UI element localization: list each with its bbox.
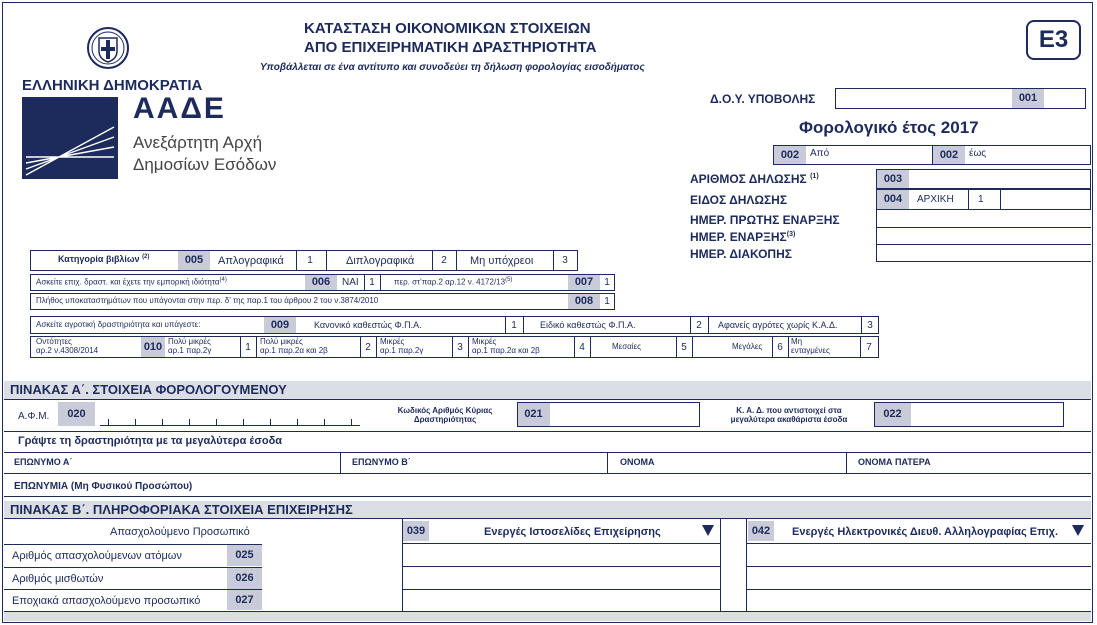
period-from-label: Από bbox=[810, 148, 830, 159]
decl-number-label: ΑΡΙΘΜΟΣ ΔΗΛΩΣΗΣ $^{(1)}$ bbox=[690, 172, 819, 186]
books-opt1: Απλογραφικά bbox=[218, 255, 284, 267]
row-006-label: Ασκείτε επιχ. δραστ. και έχετε την εμπορική ιδιότητα$^{(4)}$ bbox=[36, 277, 227, 287]
code-026: 026 bbox=[227, 568, 262, 589]
row-010-item6-l1: Μεγάλες bbox=[732, 342, 763, 351]
row-010-item7-l1: Μη bbox=[791, 337, 803, 346]
dropdown-arrow-icon[interactable] bbox=[1072, 525, 1084, 536]
row-010-item2-l2: αρ.1 παρ.2α και 2β bbox=[260, 346, 328, 355]
code-025: 025 bbox=[227, 545, 262, 566]
code-006: 006 bbox=[305, 275, 337, 290]
decl-type-label: ΕΙΔΟΣ ΔΗΛΩΣΗΣ bbox=[690, 193, 788, 207]
code-005: 005 bbox=[178, 251, 210, 270]
activity-label: Γράψτε τη δραστηριότητα με τα μεγαλύτερα έσοδα bbox=[18, 435, 283, 447]
code-002-from: 002 bbox=[774, 146, 806, 164]
row-010-item6-num[interactable]: 6 bbox=[777, 342, 783, 353]
row-006-yes: ΝΑΙ bbox=[342, 277, 359, 288]
doy-label: Δ.Ο.Υ. ΥΠΟΒΟΛΗΣ bbox=[710, 92, 816, 106]
staff-row-1-label: Αριθμός απασχολούμενων ατόμων bbox=[12, 550, 182, 562]
doy-field[interactable] bbox=[835, 88, 1086, 109]
row-006-ref: περ. στ'παρ.2 αρ.12 ν. 4172/13$^{(5)}$ bbox=[394, 277, 513, 287]
republic-label: ΕΛΛΗΝΙΚΗ ΔΗΜΟΚΡΑΤΙΑ bbox=[22, 77, 203, 94]
coat-of-arms-icon bbox=[86, 26, 130, 70]
decl-type-value: ΑΡΧΙΚΗ bbox=[917, 194, 954, 205]
books-label: Κατηγορία βιβλίων $^{(2)}$ bbox=[58, 254, 150, 264]
code-008: 008 bbox=[568, 294, 600, 309]
code-004: 004 bbox=[877, 190, 909, 209]
row-010-item3-num[interactable]: 3 bbox=[457, 342, 463, 353]
aade-wordmark: ΑΑΔΕ bbox=[133, 92, 226, 125]
row-010-item4-l1: Μικρές bbox=[472, 337, 497, 346]
row-010-item2-num[interactable]: 2 bbox=[365, 342, 371, 353]
surname-b-label: ΕΠΩΝΥΜΟ Β΄ bbox=[352, 457, 411, 467]
row-009-opt1-num[interactable]: 1 bbox=[511, 320, 517, 331]
row-008-num[interactable]: 1 bbox=[604, 296, 610, 307]
kad2-field[interactable] bbox=[874, 402, 1064, 427]
row-008-label: Πλήθος υποκαταστημάτων που υπάγονται στην περ. δ' της παρ.1 του άρθρου 2 του ν.3874/2010 bbox=[36, 296, 379, 305]
surname-a-label: ΕΠΩΝΥΜΟ Α΄ bbox=[14, 457, 73, 467]
form-code-badge: Ε3 bbox=[1026, 20, 1081, 60]
books-opt3: Μη υπόχρεοι bbox=[470, 255, 534, 267]
authority-line-2: Δημοσίων Εσόδων bbox=[133, 155, 277, 174]
books-opt1-num[interactable]: 1 bbox=[307, 255, 313, 266]
first-start-label: ΗΜΕΡ. ΠΡΩΤΗΣ ΕΝΑΡΞΗΣ bbox=[690, 213, 840, 227]
websites-field[interactable] bbox=[403, 544, 720, 611]
row-010-item3-l2: αρ.1 παρ.2γ bbox=[380, 346, 424, 355]
books-opt2-num[interactable]: 2 bbox=[441, 255, 447, 266]
title-line-2: ΑΠΟ ΕΠΙΧΕΙΡΗΜΑΤΙΚΗ ΔΡΑΣΤΗΡΙΟΤΗΤΑ bbox=[304, 39, 597, 56]
staff-row-3-label: Εποχιακά απασχολούμενο προσωπικό bbox=[12, 595, 201, 607]
authority-line-1: Ανεξάρτητη Αρχή bbox=[133, 133, 263, 152]
books-opt2: Διπλογραφικά bbox=[346, 255, 415, 267]
staff-header: Απασχολούμενο Προσωπικό bbox=[110, 526, 250, 538]
kad2-label-2: μεγαλύτερα ακαθάριστα έσοδα bbox=[730, 415, 848, 424]
row-010-item5-l1: Μεσαίες bbox=[612, 342, 641, 351]
code-020: 020 bbox=[58, 402, 95, 426]
afm-field[interactable] bbox=[100, 402, 360, 426]
row-010-item4-l2: αρ.1 παρ.2α και 2β bbox=[472, 346, 540, 355]
code-007: 007 bbox=[568, 275, 600, 290]
row-010-item7-num[interactable]: 7 bbox=[866, 342, 872, 353]
row-006-yes-num[interactable]: 1 bbox=[369, 277, 375, 288]
row-010-item3-l1: Μικρές bbox=[380, 337, 405, 346]
table-b-title: ΠΙΝΑΚΑΣ Β΄. ΠΛΗΡΟΦΟΡΙΑΚΑ ΣΤΟΙΧΕΙΑ ΕΠΙΧΕΙΡΗΣΗΣ bbox=[4, 501, 1091, 518]
row-010-item7-l2: ενταγμένες bbox=[791, 346, 830, 355]
code-003: 003 bbox=[877, 170, 909, 188]
row-009-opt3-num[interactable]: 3 bbox=[867, 320, 873, 331]
tax-year: Φορολογικό έτος 2017 bbox=[799, 118, 979, 137]
row-009-opt2-num[interactable]: 2 bbox=[696, 320, 702, 331]
row-009-label: Ασκείτε αγροτική δραστηριότητα και υπάγεστε: bbox=[36, 320, 201, 329]
spacer bbox=[262, 519, 402, 611]
code-022: 022 bbox=[874, 402, 911, 426]
code-002-to: 002 bbox=[933, 146, 965, 164]
dropdown-arrow-icon[interactable] bbox=[702, 525, 714, 536]
end-label: ΗΜΕΡ. ΔΙΑΚΟΠΗΣ bbox=[690, 247, 792, 261]
row-010-label-2: αρ.2 ν.4308/2014 bbox=[36, 346, 99, 355]
row-010-label-1: Οντότητες bbox=[36, 337, 72, 346]
kad-field[interactable] bbox=[517, 402, 700, 427]
father-name-label: ΟΝΟΜΑ ΠΑΤΕΡΑ bbox=[858, 457, 931, 467]
table-a-title: ΠΙΝΑΚΑΣ Α΄. ΣΤΟΙΧΕΙΑ ΦΟΡΟΛΟΓΟΥΜΕΝΟΥ bbox=[4, 381, 1091, 399]
company-name-label: ΕΠΩΝΥΜΙΑ (Μη Φυσικού Προσώπου) bbox=[14, 481, 193, 492]
kad-label-2: Δραστηριότητας bbox=[413, 415, 477, 424]
row-009-opt3: Αφανείς αγρότες χωρίς Κ.Α.Δ. bbox=[718, 320, 838, 330]
decl-type-num: 1 bbox=[978, 194, 984, 205]
websites-header: Ενεργές Ιστοσελίδες Επιχείρησης bbox=[484, 526, 661, 538]
staff-row-2-label: Αριθμός μισθωτών bbox=[12, 573, 104, 585]
bottom-strip bbox=[4, 612, 1091, 621]
code-039: 039 bbox=[403, 521, 429, 541]
kad-label-1: Κωδικός Αριθμός Κύριας bbox=[397, 406, 493, 415]
row-009-opt1: Κανονικό καθεστώς Φ.Π.Α. bbox=[314, 320, 422, 330]
code-021: 021 bbox=[517, 402, 550, 426]
code-009: 009 bbox=[264, 317, 296, 333]
name-label: ΟΝΟΜΑ bbox=[620, 457, 655, 467]
form-subtitle: Υποβάλλεται σε ένα αντίτυπο και συνοδεύει τη δήλωση φορολογίας εισοδήματος bbox=[260, 62, 645, 73]
afm-label: Α.Φ.Μ. bbox=[18, 411, 50, 422]
row-010-item4-num[interactable]: 4 bbox=[579, 342, 585, 353]
period-to-label: έως bbox=[969, 148, 987, 159]
row-010-item1-l1: Πολύ μικρές bbox=[168, 337, 211, 346]
code-027: 027 bbox=[227, 590, 262, 610]
aade-logo-icon bbox=[22, 97, 118, 179]
row-010-item1-l2: αρ.1 παρ.2γ bbox=[168, 346, 212, 355]
row-009-opt2: Ειδικό καθεστώς Φ.Π.Α. bbox=[540, 320, 636, 330]
row-010-item5-num[interactable]: 5 bbox=[681, 342, 687, 353]
books-opt3-num[interactable]: 3 bbox=[562, 255, 568, 266]
row-010-item1-num[interactable]: 1 bbox=[245, 342, 251, 353]
row-010-item2-l1: Πολύ μικρές bbox=[260, 337, 303, 346]
row-007-num[interactable]: 1 bbox=[604, 277, 610, 288]
title-line-1: ΚΑΤΑΣΤΑΣΗ ΟΙΚΟΝΟΜΙΚΩΝ ΣΤΟΙΧΕΙΩΝ bbox=[304, 20, 591, 37]
start-label: ΗΜΕΡ. ΕΝΑΡΞΗΣ$^{(3)}$ bbox=[690, 230, 796, 244]
code-010: 010 bbox=[141, 337, 165, 357]
emails-field[interactable] bbox=[747, 544, 1091, 611]
code-001: 001 bbox=[1012, 89, 1044, 108]
emails-header: Ενεργές Ηλεκτρονικές Διευθ. Αλληλογραφίας Επιχ. bbox=[792, 526, 1059, 538]
code-042: 042 bbox=[748, 521, 774, 541]
kad2-label-1: Κ. Α. Δ. που αντιστοιχεί στα bbox=[736, 406, 842, 415]
